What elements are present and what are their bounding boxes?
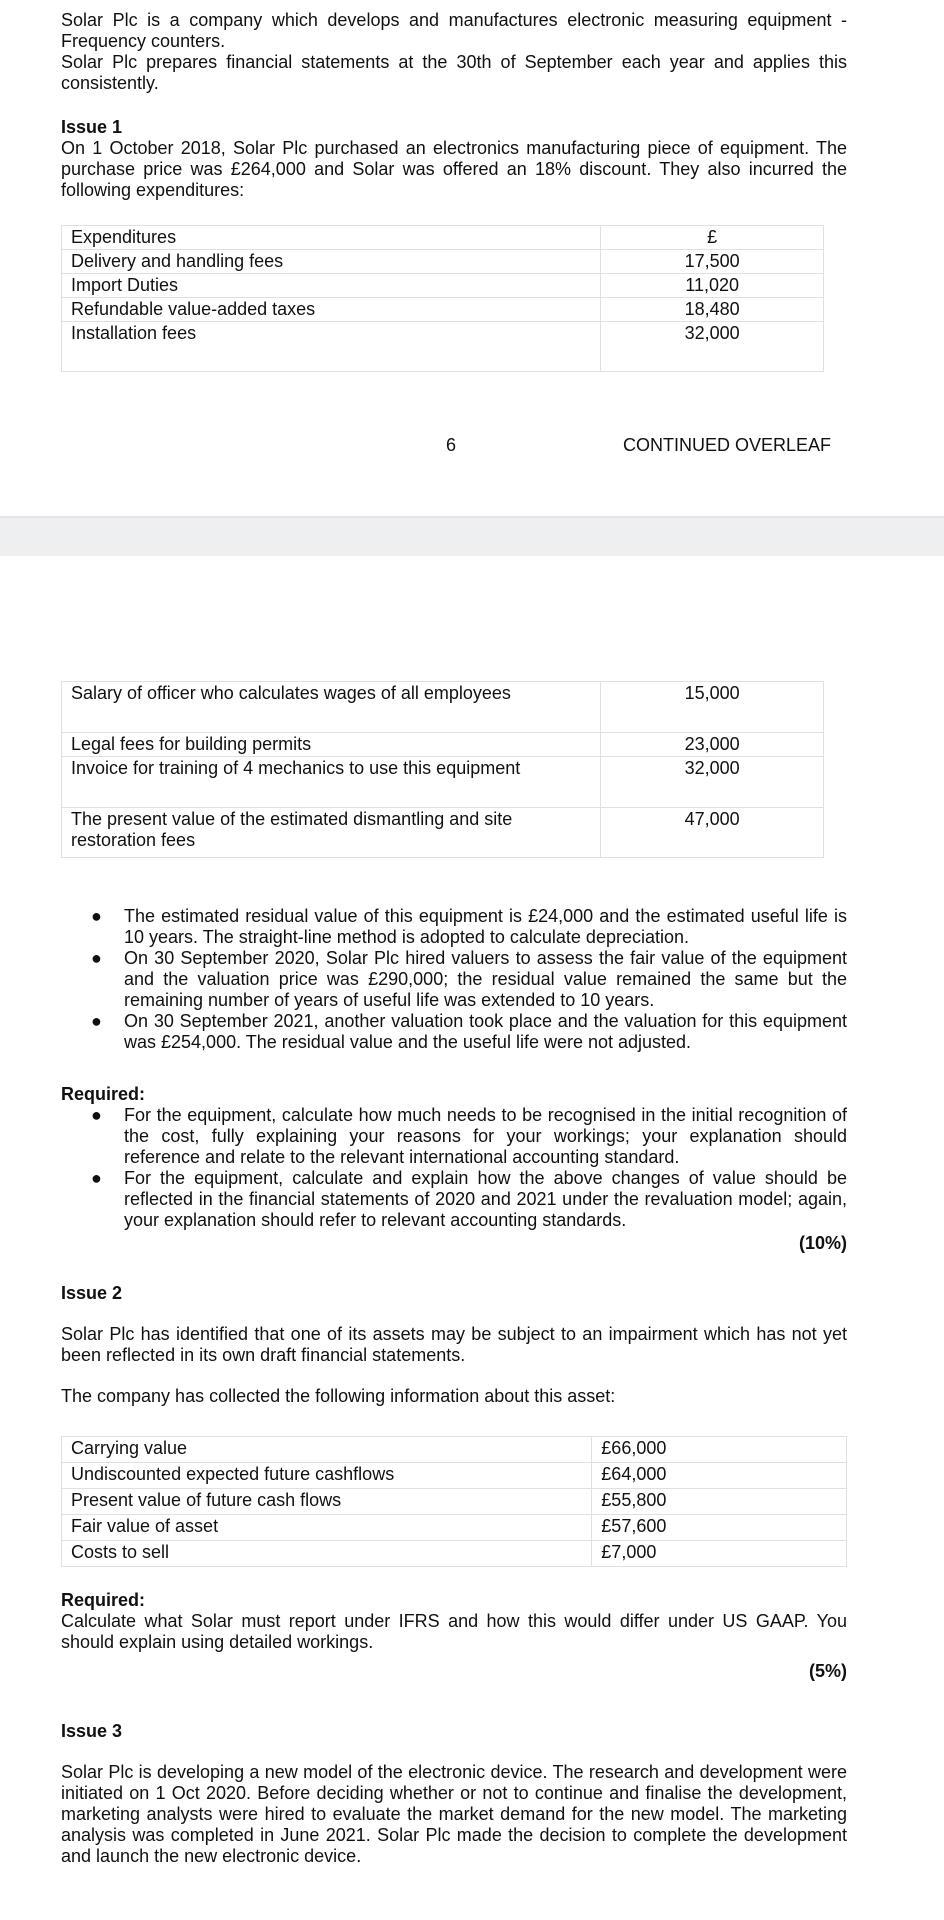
row-label: Carrying value xyxy=(62,1437,592,1463)
list-item xyxy=(61,948,847,1011)
row-label: Refundable value-added taxes xyxy=(62,298,601,322)
table-row xyxy=(62,808,824,858)
row-label: Delivery and handling fees xyxy=(62,250,601,274)
issue2-marks: (5%) xyxy=(808,1661,847,1681)
page-number: 6 xyxy=(446,435,457,455)
row-label: Present value of future cash flows xyxy=(62,1489,592,1515)
continued-overleaf: CONTINUED OVERLEAF xyxy=(623,435,832,455)
row-value: £66,000 xyxy=(592,1437,847,1463)
table-row xyxy=(62,757,824,808)
intro-line-2: Solar Plc prepares financial statements at the 30th of September each year and applies this consistently. xyxy=(61,52,847,93)
required-text: Calculate what Solar must report under IFRS and how this would differ under US GAAP. You should explain using detailed workings. xyxy=(61,1611,847,1652)
table-row xyxy=(62,1515,847,1541)
issue2-section xyxy=(61,1283,847,1407)
required-heading: Required: xyxy=(61,1084,146,1104)
row-value: 47,000 xyxy=(601,808,824,858)
list-item xyxy=(61,906,847,948)
page-2 xyxy=(0,556,944,1920)
row-value: 18,480 xyxy=(601,298,824,322)
impairment-table xyxy=(61,1436,847,1567)
row-value: 15,000 xyxy=(601,682,824,733)
bullet-icon: ● xyxy=(91,1168,102,1188)
bullet-text: For the equipment, calculate how much needs to be recognised in the initial recognition of the cost, fully explaining your reasons for your workings; your explanation should reference and relate to the relevant international accounting standard. xyxy=(124,1105,847,1167)
row-value: 11,020 xyxy=(601,274,824,298)
bullet-icon: ● xyxy=(91,906,102,926)
table-row xyxy=(62,322,824,372)
row-label: The present value of the estimated dismantling and site restoration fees xyxy=(62,808,601,858)
issue2-heading: Issue 2 xyxy=(61,1283,123,1303)
row-value: £57,600 xyxy=(592,1515,847,1541)
expenditures-header: Expenditures xyxy=(62,226,601,250)
bullet-text: The estimated residual value of this equipment is £24,000 and the estimated useful life is 10 years. The straight-line method is adopted to calculate depreciation. xyxy=(124,906,847,947)
row-value: 23,000 xyxy=(601,733,824,757)
row-label: Import Duties xyxy=(62,274,601,298)
issue1-text: On 1 October 2018, Solar Plc purchased an electronics manufacturing piece of equipment. The purchase price was £264,000 and Solar was offered an 18% discount. They also incurred the following expenditures: xyxy=(61,138,847,200)
row-label: Installation fees xyxy=(62,322,601,372)
issue1-intro xyxy=(61,117,847,201)
table-row xyxy=(62,1541,847,1567)
expenditures-table-continued xyxy=(61,681,824,858)
table-row xyxy=(62,733,824,757)
table-row xyxy=(62,274,824,298)
row-value: 17,500 xyxy=(601,250,824,274)
issue2-text: Solar Plc has identified that one of its assets may be subject to an impairment which has not yet been reflected in its own draft financial statements. xyxy=(61,1324,847,1365)
table-row xyxy=(62,1437,847,1463)
table-row xyxy=(62,250,824,274)
bullet-icon: ● xyxy=(91,948,102,968)
list-item xyxy=(61,1011,847,1053)
table-row xyxy=(62,1463,847,1489)
row-value: 32,000 xyxy=(601,322,824,372)
row-value: £7,000 xyxy=(592,1541,847,1567)
page-separator xyxy=(0,516,944,556)
page-1 xyxy=(0,0,944,516)
issue2-required xyxy=(61,1590,847,1682)
table-row xyxy=(62,298,824,322)
table-header-row xyxy=(62,226,824,250)
table-row xyxy=(62,1489,847,1515)
issue1-marks: (10%) xyxy=(798,1233,847,1253)
bullet-text: On 30 September 2021, another valuation took place and the valuation for this equipment was £254,000. The residual value and the useful life were not adjusted. xyxy=(124,1011,847,1052)
row-label: Invoice for training of 4 mechanics to use this equipment xyxy=(62,757,601,808)
row-label: Legal fees for building permits xyxy=(62,733,601,757)
intro-line-1: Solar Plc is a company which develops and manufactures electronic measuring equipment - Frequency counters. xyxy=(61,10,847,51)
issue1-details xyxy=(61,906,847,1053)
row-label: Undiscounted expected future cashflows xyxy=(62,1463,592,1489)
currency-header: £ xyxy=(601,226,824,250)
issue1-heading: Issue 1 xyxy=(61,117,123,137)
row-value: 32,000 xyxy=(601,757,824,808)
list-item xyxy=(61,1105,847,1168)
issue3-heading: Issue 3 xyxy=(61,1721,123,1741)
row-label: Salary of officer who calculates wages of all employees xyxy=(62,682,601,733)
issue1-required xyxy=(61,1084,847,1254)
bullet-icon: ● xyxy=(91,1105,102,1125)
row-label: Costs to sell xyxy=(62,1541,592,1567)
row-value: £64,000 xyxy=(592,1463,847,1489)
list-item xyxy=(61,1168,847,1231)
bullet-icon: ● xyxy=(91,1011,102,1031)
bullet-text: For the equipment, calculate and explain how the above changes of value should be reflected in the financial statements of 2020 and 2021 under the revaluation model; again, your explanation should refer to relevant accounting standards. xyxy=(124,1168,847,1230)
bullet-text: On 30 September 2020, Solar Plc hired valuers to assess the fair value of the equipment and the valuation price was £290,000; the residual value remained the same but the remaining number of years of useful life was extended to 10 years. xyxy=(124,948,847,1010)
issue3-section xyxy=(61,1721,847,1867)
intro-paragraph xyxy=(61,10,847,94)
row-value: £55,800 xyxy=(592,1489,847,1515)
issue2-text-2: The company has collected the following information about this asset: xyxy=(61,1386,616,1406)
issue3-text: Solar Plc is developing a new model of the electronic device. The research and development were initiated on 1 Oct 2020. Before deciding whether or not to continue and finalise the development, marketing analysts were hired to evaluate the market demand for the new model. The marketing analysis was completed in June 2021. Solar Plc made the decision to complete the development and launch the new electronic device. xyxy=(61,1762,847,1866)
row-label: Fair value of asset xyxy=(62,1515,592,1541)
required-heading: Required: xyxy=(61,1590,146,1610)
table-row xyxy=(62,682,824,733)
expenditures-table xyxy=(61,225,824,372)
